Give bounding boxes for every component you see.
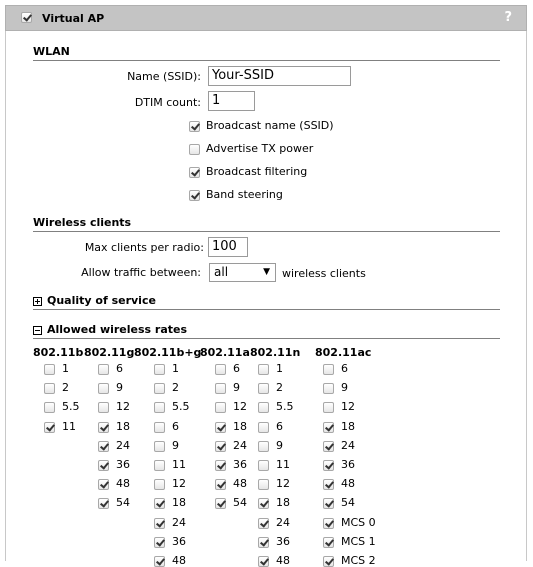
broadcast-filtering-checkbox[interactable] xyxy=(189,167,200,178)
band-steering-checkbox[interactable] xyxy=(189,190,200,201)
rate-label: 12 xyxy=(172,477,186,490)
column-header-80211n: 802.11n xyxy=(250,346,301,359)
column-header-80211a: 802.11a xyxy=(200,346,250,359)
rate-checkbox[interactable] xyxy=(258,383,269,394)
rate-checkbox[interactable] xyxy=(323,364,334,375)
rate-option[interactable] xyxy=(323,381,348,394)
ssid-label: Name (SSID): xyxy=(127,70,201,83)
max-clients-label: Max clients per radio: xyxy=(84,241,204,254)
rate-checkbox[interactable] xyxy=(215,441,226,452)
rate-option[interactable] xyxy=(154,362,179,375)
rate-option[interactable] xyxy=(154,516,186,529)
chevron-down-icon: ▼ xyxy=(263,267,270,277)
rate-option[interactable] xyxy=(154,420,179,433)
rate-label: 18 xyxy=(172,496,186,509)
rate-label: 9 xyxy=(233,381,240,394)
rate-option[interactable] xyxy=(258,458,290,471)
rate-checkbox[interactable] xyxy=(258,537,269,548)
rate-label: 11 xyxy=(62,420,76,433)
rate-option[interactable] xyxy=(258,477,290,490)
allow-traffic-label: Allow traffic between: xyxy=(81,266,201,279)
rate-checkbox[interactable] xyxy=(154,441,165,452)
rate-option[interactable] xyxy=(154,477,186,490)
rate-label: 24 xyxy=(116,439,130,452)
rate-label: 9 xyxy=(276,439,283,452)
rate-option[interactable] xyxy=(98,420,130,433)
rate-label: 48 xyxy=(172,554,186,567)
advertise-tx-power-checkbox[interactable] xyxy=(189,144,200,155)
rate-label: 18 xyxy=(233,420,247,433)
rate-checkbox[interactable] xyxy=(98,383,109,394)
broadcast-filtering-option[interactable] xyxy=(189,165,307,178)
rate-checkbox[interactable] xyxy=(44,364,55,375)
rate-label: 5.5 xyxy=(172,400,190,413)
rate-option[interactable] xyxy=(215,458,247,471)
rate-checkbox[interactable] xyxy=(258,422,269,433)
rate-label: 9 xyxy=(172,439,179,452)
rate-label: 18 xyxy=(116,420,130,433)
rate-option[interactable] xyxy=(215,400,247,413)
wlan-section-title: WLAN xyxy=(33,45,500,61)
rate-checkbox[interactable] xyxy=(323,460,334,471)
rate-option[interactable] xyxy=(258,400,294,413)
rate-checkbox[interactable] xyxy=(98,498,109,509)
rate-label: 1 xyxy=(172,362,179,375)
rate-label: 36 xyxy=(341,458,355,471)
rate-option[interactable] xyxy=(323,516,376,529)
rate-option[interactable] xyxy=(258,362,283,375)
rate-option[interactable] xyxy=(258,516,290,529)
rate-label: 6 xyxy=(276,420,283,433)
rate-option[interactable] xyxy=(44,400,80,413)
rate-checkbox[interactable] xyxy=(258,441,269,452)
rate-option[interactable] xyxy=(98,381,123,394)
broadcast-ssid-label: Broadcast name (SSID) xyxy=(206,119,334,132)
rate-option[interactable] xyxy=(258,420,283,433)
rate-option[interactable] xyxy=(98,477,130,490)
column-header-80211ac: 802.11ac xyxy=(315,346,372,359)
virtual-ap-header xyxy=(5,5,527,31)
rate-checkbox[interactable] xyxy=(258,402,269,413)
rate-option[interactable] xyxy=(323,400,355,413)
rate-checkbox[interactable] xyxy=(44,402,55,413)
broadcast-ssid-option[interactable] xyxy=(189,119,334,132)
rate-option[interactable] xyxy=(258,381,283,394)
rate-option[interactable] xyxy=(323,420,355,433)
rate-label: 36 xyxy=(172,535,186,548)
rate-checkbox[interactable] xyxy=(323,556,334,567)
rate-checkbox[interactable] xyxy=(154,556,165,567)
rate-label: 11 xyxy=(172,458,186,471)
rate-option[interactable] xyxy=(44,362,69,375)
rate-label: 9 xyxy=(116,381,123,394)
rate-option[interactable] xyxy=(215,362,240,375)
rates-section[interactable] xyxy=(33,323,500,339)
rate-checkbox[interactable] xyxy=(154,364,165,375)
ssid-input[interactable]: Your-SSID xyxy=(208,66,351,86)
rate-label: 12 xyxy=(233,400,247,413)
rate-option[interactable] xyxy=(215,381,240,394)
rate-checkbox[interactable] xyxy=(258,479,269,490)
column-header-80211bg: 802.11b+g xyxy=(134,346,202,359)
rate-option[interactable] xyxy=(215,439,247,452)
rate-option[interactable] xyxy=(323,477,355,490)
rate-option[interactable] xyxy=(98,458,130,471)
rate-label: 12 xyxy=(341,400,355,413)
rate-label: 18 xyxy=(341,420,355,433)
rate-option[interactable] xyxy=(98,496,130,509)
rate-option[interactable] xyxy=(258,439,283,452)
rate-label: MCS 0 xyxy=(341,516,376,529)
dtim-input[interactable]: 1 xyxy=(208,91,255,111)
band-steering-label: Band steering xyxy=(206,188,283,201)
dtim-label: DTIM count: xyxy=(134,96,201,109)
rate-checkbox[interactable] xyxy=(323,498,334,509)
rate-checkbox[interactable] xyxy=(258,556,269,567)
rate-checkbox[interactable] xyxy=(323,383,334,394)
max-clients-input[interactable]: 100 xyxy=(208,237,248,257)
allow-traffic-select[interactable] xyxy=(209,263,276,282)
rate-option[interactable] xyxy=(44,420,76,433)
rate-checkbox[interactable] xyxy=(154,479,165,490)
rate-checkbox[interactable] xyxy=(154,498,165,509)
rate-label: 48 xyxy=(116,477,130,490)
rate-option[interactable] xyxy=(323,458,355,471)
rate-option[interactable] xyxy=(98,439,130,452)
advertise-tx-power-label: Advertise TX power xyxy=(206,142,314,155)
rate-label: 54 xyxy=(116,496,130,509)
wireless-clients-suffix: wireless clients xyxy=(282,267,366,280)
rate-checkbox[interactable] xyxy=(323,422,334,433)
rate-checkbox[interactable] xyxy=(258,364,269,375)
rate-option[interactable] xyxy=(154,496,186,509)
rate-label: 1 xyxy=(276,362,283,375)
rate-option[interactable] xyxy=(98,400,130,413)
rate-label: 6 xyxy=(341,362,348,375)
rate-checkbox[interactable] xyxy=(154,402,165,413)
rate-option[interactable] xyxy=(215,420,247,433)
rate-label: 24 xyxy=(233,439,247,452)
rate-checkbox[interactable] xyxy=(215,402,226,413)
rate-checkbox[interactable] xyxy=(154,518,165,529)
rate-checkbox[interactable] xyxy=(98,441,109,452)
rate-label: 48 xyxy=(233,477,247,490)
rate-option[interactable] xyxy=(98,362,123,375)
rate-label: 6 xyxy=(233,362,240,375)
rate-label: 5.5 xyxy=(62,400,80,413)
advertise-tx-power-option[interactable] xyxy=(189,142,313,155)
rate-option[interactable] xyxy=(323,496,355,509)
rate-option[interactable] xyxy=(215,477,247,490)
rate-option[interactable] xyxy=(323,535,376,548)
rate-checkbox[interactable] xyxy=(154,537,165,548)
qos-section-title: Quality of service xyxy=(47,294,156,307)
rate-label: 36 xyxy=(116,458,130,471)
rate-checkbox[interactable] xyxy=(215,364,226,375)
rate-label: 54 xyxy=(233,496,247,509)
rate-checkbox[interactable] xyxy=(215,498,226,509)
rate-label: 6 xyxy=(116,362,123,375)
band-steering-option[interactable] xyxy=(189,188,283,201)
rate-checkbox[interactable] xyxy=(98,422,109,433)
rate-label: 18 xyxy=(276,496,290,509)
rate-checkbox[interactable] xyxy=(98,402,109,413)
collapse-minus-icon[interactable] xyxy=(33,326,42,335)
rate-checkbox[interactable] xyxy=(154,422,165,433)
rate-checkbox[interactable] xyxy=(98,460,109,471)
rate-label: 36 xyxy=(276,535,290,548)
broadcast-ssid-checkbox[interactable] xyxy=(189,121,200,132)
virtual-ap-title: Virtual AP xyxy=(42,12,105,25)
rate-label: 24 xyxy=(341,439,355,452)
rate-label: MCS 1 xyxy=(341,535,376,548)
rate-checkbox[interactable] xyxy=(154,460,165,471)
rate-label: 24 xyxy=(172,516,186,529)
rate-label: 2 xyxy=(62,381,69,394)
rate-checkbox[interactable] xyxy=(258,498,269,509)
rate-checkbox[interactable] xyxy=(98,479,109,490)
column-header-80211g: 802.11g xyxy=(84,346,135,359)
rate-checkbox[interactable] xyxy=(215,479,226,490)
rate-checkbox[interactable] xyxy=(258,518,269,529)
broadcast-filtering-label: Broadcast filtering xyxy=(206,165,308,178)
column-header-80211b: 802.11b xyxy=(33,346,84,359)
rate-option[interactable] xyxy=(323,439,355,452)
rate-option[interactable] xyxy=(154,381,179,394)
expand-plus-icon[interactable] xyxy=(33,297,42,306)
rate-option[interactable] xyxy=(154,535,186,548)
rate-option[interactable] xyxy=(258,496,290,509)
rate-label: 48 xyxy=(341,477,355,490)
rate-checkbox[interactable] xyxy=(98,364,109,375)
rate-label: 48 xyxy=(276,554,290,567)
rate-checkbox[interactable] xyxy=(323,402,334,413)
rate-checkbox[interactable] xyxy=(323,479,334,490)
rate-checkbox[interactable] xyxy=(44,383,55,394)
rate-label: 54 xyxy=(341,496,355,509)
rate-label: 36 xyxy=(233,458,247,471)
rate-label: 2 xyxy=(172,381,179,394)
rate-label: 12 xyxy=(276,477,290,490)
rate-checkbox[interactable] xyxy=(154,383,165,394)
rate-option[interactable] xyxy=(258,535,290,548)
help-icon[interactable]: ? xyxy=(504,10,512,25)
rate-checkbox[interactable] xyxy=(215,383,226,394)
rate-checkbox[interactable] xyxy=(44,422,55,433)
wireless-clients-section-title: Wireless clients xyxy=(33,216,500,232)
rate-checkbox[interactable] xyxy=(215,460,226,471)
rate-label: 11 xyxy=(276,458,290,471)
rate-checkbox[interactable] xyxy=(215,422,226,433)
rates-section-title: Allowed wireless rates xyxy=(47,323,188,336)
qos-section[interactable] xyxy=(33,294,500,310)
rate-option[interactable] xyxy=(154,458,186,471)
rate-label: 24 xyxy=(276,516,290,529)
rate-label: MCS 2 xyxy=(341,554,376,567)
allow-traffic-value: all xyxy=(214,265,229,279)
rate-option[interactable] xyxy=(44,381,69,394)
rate-checkbox[interactable] xyxy=(258,460,269,471)
rate-option[interactable] xyxy=(215,496,247,509)
virtual-ap-enable-checkbox[interactable] xyxy=(21,12,32,23)
rate-label: 5.5 xyxy=(276,400,294,413)
rate-option[interactable] xyxy=(154,400,190,413)
rate-checkbox[interactable] xyxy=(323,537,334,548)
rate-checkbox[interactable] xyxy=(323,441,334,452)
rate-option[interactable] xyxy=(154,439,179,452)
rate-label: 6 xyxy=(172,420,179,433)
rate-checkbox[interactable] xyxy=(323,518,334,529)
rate-label: 2 xyxy=(276,381,283,394)
rate-label: 9 xyxy=(341,381,348,394)
rate-option[interactable] xyxy=(323,362,348,375)
rate-label: 1 xyxy=(62,362,69,375)
rate-label: 12 xyxy=(116,400,130,413)
